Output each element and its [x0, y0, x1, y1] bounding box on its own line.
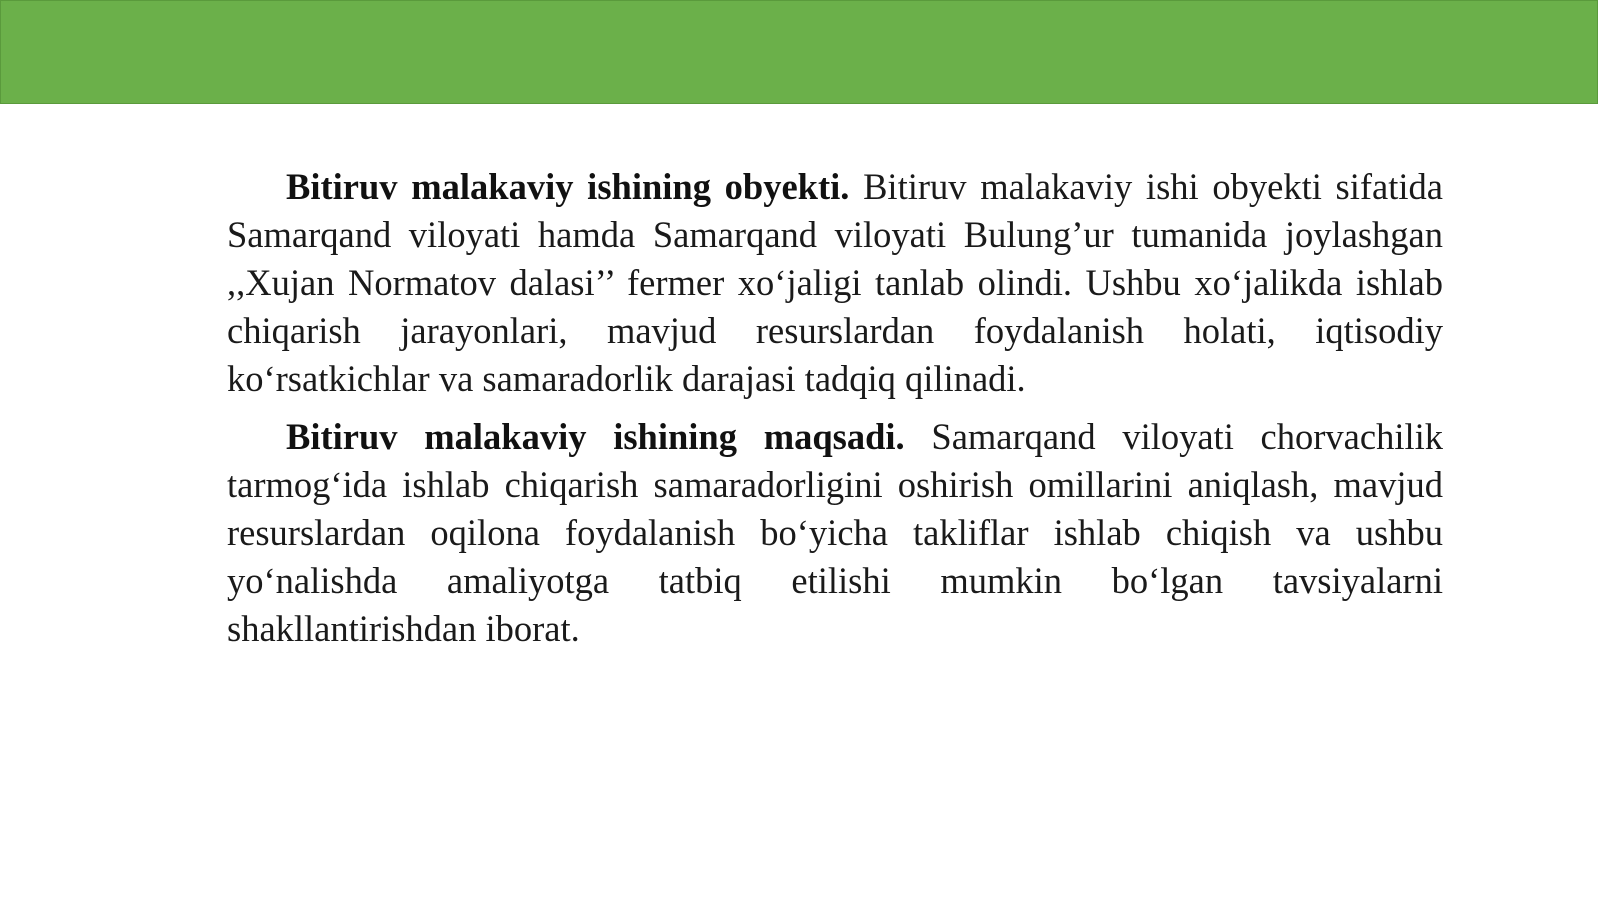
- paragraph-object: [227, 163, 1443, 403]
- header-bar: [0, 0, 1598, 104]
- paragraph-goal: [227, 413, 1443, 653]
- paragraph-object-text: Bitiruv malakaviy ishi obyekti sifatida Samarqand viloyati hamda Samarqand viloyati Bulung’ur tumanida joylashgan ,,Xujan Normatov dalasi’’ fermer xo‘jaligi tanlab olindi. Ushbu xo‘jalikda ishlab chiqarish jarayonlari, mavjud resurslardan foydalanish holati, iqtisodiy ko‘rsatkichlar va samaradorlik darajasi tadqiq qilinadi.: [227, 166, 1443, 399]
- paragraph-object-heading: Bitiruv malakaviy ishining obyekti.: [286, 166, 850, 207]
- paragraph-goal-text: Samarqand viloyati chorvachilik tarmog‘ida ishlab chiqarish samaradorligini oshirish omillarini aniqlash, mavjud resurslardan oqilona foydalanish bo‘yicha takliflar ishlab chiqish va ushbu yo‘nalishda amaliyotga tatbiq etilishi mumkin bo‘lgan tavsiyalarni shakllantirishdan iborat.: [227, 416, 1443, 649]
- text-body: [227, 163, 1443, 663]
- paragraph-goal-heading: Bitiruv malakaviy ishining maqsadi.: [286, 416, 905, 457]
